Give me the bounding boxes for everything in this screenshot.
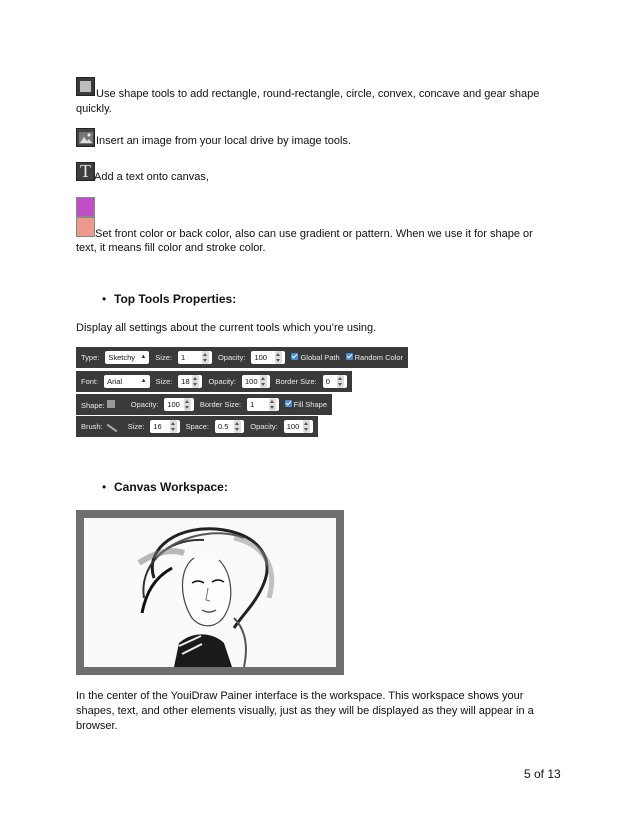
stepper-icon[interactable] [184,398,191,411]
canvas-workspace-heading: Canvas Workspace: [114,480,228,494]
chevron-down-icon: ▲ [140,354,147,360]
shape-tool-text-line2: quickly. [76,103,112,115]
size-label: Size: [155,377,173,386]
canvas-description-line1: In the center of the YouiDraw Painer interface is the workspace. This workspace shows your [76,690,524,702]
checkbox-icon [291,353,298,360]
stepper-icon[interactable] [337,375,344,388]
brush-toolbar [76,416,318,437]
front-color-swatch [76,197,95,217]
type-label: Type: [81,353,100,362]
back-color-swatch [76,217,95,237]
opacity-input[interactable]: 100 [242,375,270,388]
opacity-input[interactable]: 100 [164,398,194,411]
image-tool-icon [76,128,95,147]
stepper-icon[interactable] [260,375,267,388]
space-input[interactable]: 0.5 [215,420,244,433]
stepper-icon[interactable] [269,398,276,411]
shape-toolbar [76,394,332,415]
opacity-input[interactable]: 100 [284,420,313,433]
type-select[interactable]: Sketchy ▲ [105,351,149,364]
stepper-icon[interactable] [303,420,310,433]
canvas-area [84,518,336,667]
canvas-workspace-image [76,510,344,675]
stepper-icon[interactable] [234,420,241,433]
portrait-illustration [84,518,336,667]
checkbox-icon [346,353,353,360]
shape-tool-text-line1: Use shape tools to add rectangle, round-rectangle, circle, convex, concave and gear shape [96,88,540,100]
square-shape-icon[interactable] [107,400,115,408]
color-tool-text-line1: Set front color or back color, also can use gradient or pattern. When we use it for shape or [95,228,533,240]
stepper-icon[interactable] [275,351,282,364]
font-toolbar [76,371,352,392]
top-tools-heading: Top Tools Properties: [114,292,237,306]
text-tool-icon: T [76,162,95,181]
opacity-label: Opacity: [130,400,159,409]
space-label: Space: [185,422,209,431]
font-label: Font: [81,377,99,386]
opacity-label: Opacity: [250,422,278,431]
size-input[interactable]: 18 [178,375,202,388]
border-size-input[interactable]: 0 [323,375,347,388]
bullet: • [102,480,107,494]
top-tools-description: Display all settings about the current tools which you’re using. [76,322,377,334]
brush-label: Brush: [81,422,118,431]
size-input[interactable]: 16 [150,420,179,433]
random-color-checkbox[interactable]: Random Color [346,353,403,362]
stepper-icon[interactable] [192,375,199,388]
brush-type-toolbar [76,347,408,368]
stepper-icon[interactable] [202,351,209,364]
bullet: • [102,292,107,306]
text-tool-text: Add a text onto canvas, [94,171,209,183]
size-label: Size: [155,353,172,362]
border-size-label: Border Size: [199,400,242,409]
canvas-description-line2: shapes, text, and other elements visually, just as they will be displayed as they will appear in a [76,705,534,717]
opacity-input[interactable]: 100 [251,351,285,364]
brush-icon[interactable] [106,424,117,433]
border-size-label: Border Size: [275,377,317,386]
global-path-checkbox[interactable]: Global Path [291,353,339,362]
checkbox-icon [285,400,292,407]
size-input[interactable]: 1 [178,351,212,364]
canvas-description-line3: browser. [76,720,118,732]
fill-shape-checkbox[interactable]: Fill Shape [285,400,327,409]
opacity-label: Opacity: [217,353,246,362]
stepper-icon[interactable] [170,420,177,433]
shape-label: Shape: [81,400,115,410]
chevron-down-icon: ▲ [140,378,147,384]
size-label: Size: [127,422,145,431]
opacity-label: Opacity: [208,377,236,386]
border-size-input[interactable]: 1 [247,398,279,411]
page-number: 5 of 13 [524,767,561,781]
color-tool-text-line2: text, it means fill color and stroke color. [76,242,266,254]
font-select[interactable]: Arial ▲ [104,375,149,388]
shape-tool-icon [76,77,95,96]
image-tool-text: Insert an image from your local drive by image tools. [96,135,351,147]
